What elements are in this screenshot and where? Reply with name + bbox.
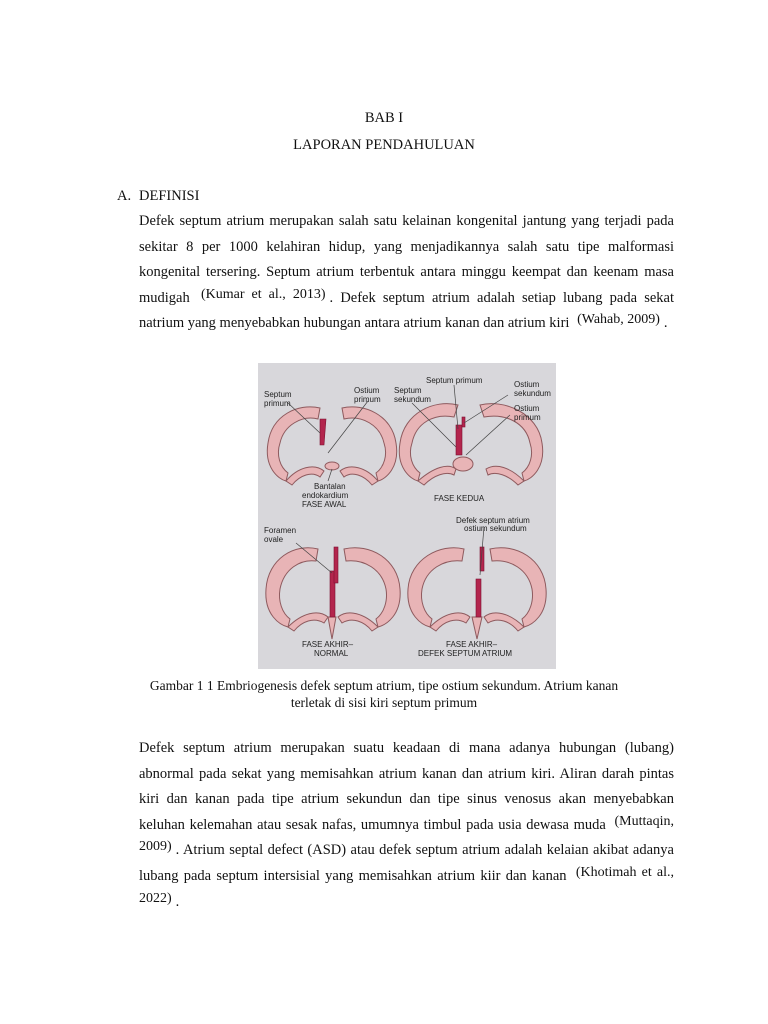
- figure-caption: [100, 677, 668, 711]
- heart-tissue-fase-akhir-defek: [484, 613, 524, 631]
- chapter-number: BAB I: [364, 110, 404, 126]
- septum-primum-fase-akhir-defek: [476, 579, 481, 617]
- heart-tissue-fase-akhir-defek: [472, 617, 482, 639]
- label-septum-primum: Septum primum: [264, 390, 292, 408]
- heart-tissue-fase-awal: [340, 467, 378, 485]
- label-septum-sekundum: Septum sekundum: [394, 386, 431, 404]
- section-heading: [117, 188, 199, 205]
- label-septum-primum-2: Septum primum: [426, 376, 483, 385]
- label-foramen-ovale: Foramen ovale: [264, 526, 297, 544]
- septum-primum-fase-awal: [320, 419, 326, 445]
- septum-primum-fase-kedua: [456, 425, 462, 455]
- caption-line: terletak di sisi kiri septum primum: [290, 695, 478, 710]
- leader-line: [328, 469, 332, 481]
- citation-wahab: (Wahab, 2009): [577, 312, 660, 328]
- label-fase-akhir-normal: FASE AKHIR– NORMAL: [302, 640, 354, 658]
- heart-tissue-fase-kedua: [486, 466, 524, 485]
- embryogenesis-figure: [258, 363, 556, 669]
- heart-tissue-fase-akhir-normal: [338, 613, 378, 631]
- label-ostium-sekundum: Ostium sekundum: [514, 380, 551, 398]
- label-ostium-primum: Ostium primum: [354, 386, 381, 404]
- chapter-title: LAPORAN PENDAHULUAN: [293, 137, 475, 153]
- heart-tissue-fase-akhir-normal: [328, 617, 336, 639]
- heart-tissue-fase-akhir-defek: [430, 613, 470, 631]
- section-title: DEFINISI: [139, 188, 200, 204]
- paragraph-text: .: [663, 315, 668, 332]
- paragraph-text: . Atrium septal defect (ASD) atau defek septum atrium adalah kelaian akibat adanya lubang pada septum intersisial yang memisahkan atrium kiir dan kanan: [139, 842, 674, 884]
- section-number: A.: [117, 188, 132, 204]
- paragraph-explanation: [139, 736, 674, 915]
- label-fase-akhir-defek: FASE AKHIR– DEFEK SEPTUM ATRIUM: [418, 640, 513, 658]
- paragraph-definition: [139, 209, 674, 337]
- endocardial-cushion: [325, 462, 339, 470]
- label-fase-kedua: FASE KEDUA: [434, 494, 485, 503]
- citation-kumar: (Kumar et al., 2013): [200, 286, 326, 302]
- paragraph-text: . Defek septum atrium adalah setiap lubang pada sekat natrium yang menyebabkan hubungan antara atrium kanan dan atrium kiri: [139, 289, 675, 332]
- septum-sekundum-fase-kedua: [462, 417, 465, 427]
- label-bantalan-endokardium: Bantalan endokardium: [302, 482, 349, 500]
- paragraph-text: Defek septum atrium merupakan suatu keadaan di mana adanya hubungan (lubang) abnormal pada sekat yang memisahkan atrium kanan dan atrium kiri. Aliran darah pintas kiri dan kanan pada tipe atrium sekundun dan tipe sinus venosus akan menyebabkan keluhan kelemahan atau sesak nafas, umumnya timbul pada usia dewasa muda: [139, 740, 674, 833]
- label-defek-septum: Defek septum atrium ostium sekundum: [456, 516, 530, 533]
- heart-tissue-fase-kedua: [418, 466, 456, 485]
- embryogenesis-diagram: [258, 363, 556, 669]
- septum-sekundum-fase-akhir-normal: [334, 547, 338, 583]
- paragraph-text: Defek septum atrium merupakan salah satu kelainan kongenital jantung yang terjadi pada sekitar 8 per 1000 kelahiran hidup, yang menjadikannya salah satu tipe malformasi kongenital tersering. Septum atrium terbentuk antara minggu keempat dan keenam masa mudigah: [139, 213, 674, 306]
- caption-line: Gambar 1 1 Embriogenesis defek septum atrium, tipe ostium sekundum. Atrium kanan: [149, 678, 619, 693]
- citation-muttaqin: (Muttaqin, 2009): [139, 813, 674, 855]
- leader-line: [466, 415, 510, 455]
- citation-khotimah: (Khotimah et al., 2022): [139, 864, 674, 906]
- endocardial-cushion: [453, 457, 473, 471]
- heart-tissue-fase-akhir-normal: [288, 613, 328, 631]
- paragraph-text: .: [175, 893, 180, 910]
- label-ostium-primum-2: Ostium primum: [514, 404, 541, 422]
- label-fase-awal: FASE AWAL: [302, 500, 347, 509]
